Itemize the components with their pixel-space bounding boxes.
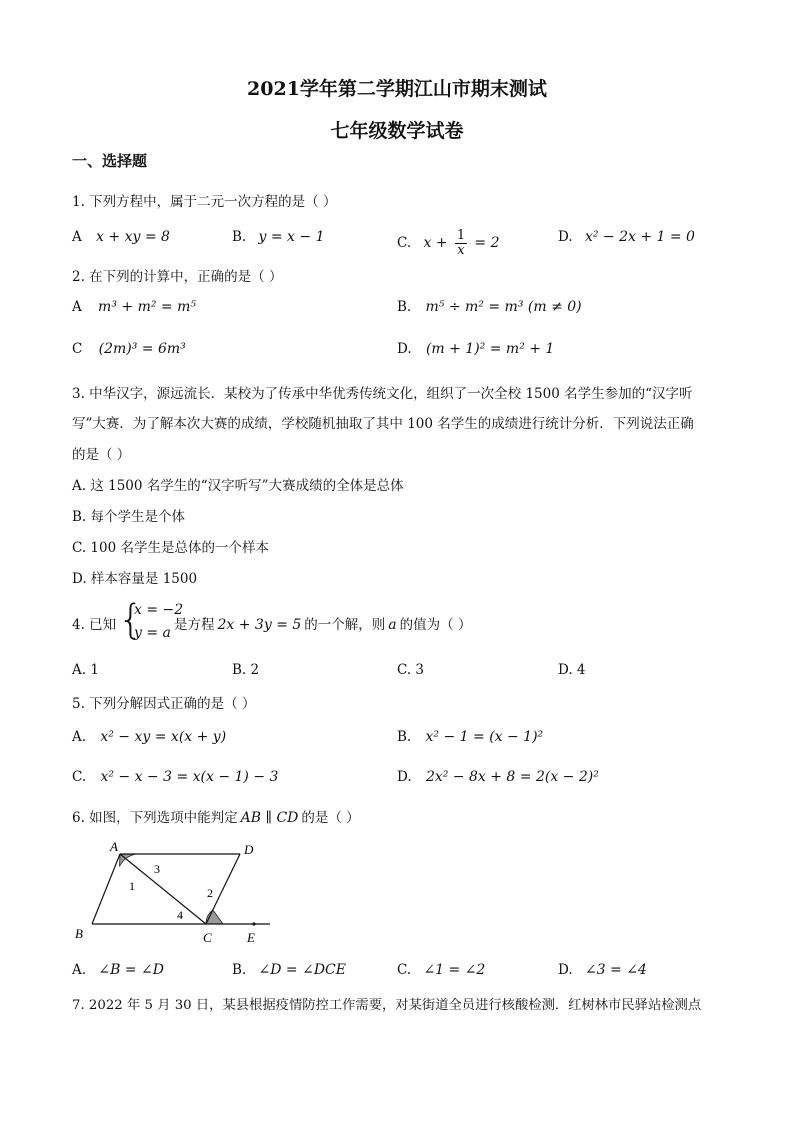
- option-d: [558, 962, 647, 978]
- option-b: B. 每个学生是个体: [72, 509, 186, 525]
- option-b: [397, 299, 582, 315]
- option-label: C: [72, 341, 83, 357]
- option-label: A.: [72, 962, 87, 978]
- option-expression: x + xy = 8: [96, 229, 170, 245]
- option-expression: y = x − 1: [258, 229, 325, 245]
- option-label: B.: [397, 299, 412, 315]
- question-stem: 1. 下列方程中，属于二元一次方程的是（ ）: [72, 194, 337, 210]
- option-expression: (m + 1)² = m² + 1: [425, 341, 555, 357]
- option-label: C.: [397, 962, 412, 978]
- point-E-dot: [252, 922, 255, 925]
- relation: AB ∥ CD: [240, 810, 299, 826]
- fraction-numerator: 1: [456, 228, 466, 243]
- label-angle-2: 2: [207, 886, 213, 900]
- option-expression-pre: x +: [423, 235, 448, 251]
- option-expression: m⁵ ÷ m² = m³ (m ≠ 0): [425, 299, 582, 315]
- system-equation-2: y = a: [134, 625, 171, 641]
- label-B: B: [75, 926, 83, 941]
- variable: a: [388, 617, 397, 633]
- option-label: B.: [232, 229, 247, 245]
- page-subtitle: 七年级数学试卷: [330, 120, 464, 142]
- option-expression: x² − x − 3 = x(x − 1) − 3: [100, 769, 279, 785]
- section-heading: 一、选择题: [72, 152, 148, 170]
- question-stem-pre: 4. 已知: [72, 617, 117, 633]
- text-segment: 是方程: [174, 617, 215, 633]
- option-expression: (2m)³ = 6m³: [98, 341, 186, 357]
- option-a: [72, 299, 196, 315]
- option-label: D.: [397, 341, 412, 357]
- option-c: [397, 962, 485, 978]
- segment-AB: [92, 854, 120, 924]
- option-c: [397, 229, 499, 258]
- option-label: A.: [72, 729, 87, 745]
- option-label: C.: [397, 235, 412, 251]
- fraction-denominator: x: [457, 243, 465, 258]
- question-7-line: 7. 2022 年 5 月 30 日，某县根据疫情防控工作需要，对某街道全员进行核酸检测．红树林市民驿站检测点: [72, 998, 702, 1013]
- question-line: 写”大赛．为了解本次大赛的成绩，学校随机抽取了其中 100 名学生的成绩进行统计分析．下列说法正确: [72, 416, 694, 432]
- option-a: [72, 962, 164, 978]
- label-E: E: [247, 930, 255, 945]
- option-a: A. 这 1500 名学生的“汉字听写”大赛成绩的全体是总体: [72, 478, 404, 494]
- label-angle-3: 3: [154, 862, 160, 876]
- option-expression: ∠D = ∠DCE: [258, 962, 346, 978]
- option-expression: 2x² − 8x + 8 = 2(x − 2)²: [425, 769, 599, 785]
- option-expression: ∠3 = ∠4: [584, 962, 647, 978]
- option-c: [72, 341, 186, 357]
- text-segment: 6. 如图，下列选项中能判定: [72, 810, 238, 826]
- system-equation-1: x = −2: [134, 602, 184, 618]
- option-label: D.: [397, 769, 412, 785]
- option-label: B.: [232, 962, 247, 978]
- equation: 2x + 3y = 5: [217, 617, 302, 633]
- text-segment: 的一个解，则: [304, 617, 386, 633]
- label-angle-1: 1: [129, 879, 135, 893]
- option-a: [72, 729, 226, 745]
- question-stem-rest: [174, 613, 471, 633]
- label-D: D: [244, 842, 254, 857]
- option-c: C. 3: [397, 662, 425, 678]
- option-expression: ∠1 = ∠2: [423, 962, 486, 978]
- option-label: C.: [72, 769, 87, 785]
- option-a: A. 1: [72, 662, 99, 678]
- question-stem: [72, 806, 360, 826]
- text-segment: 的值为（ ）: [399, 617, 472, 633]
- option-label: D.: [558, 962, 573, 978]
- option-b: B. 2: [232, 662, 260, 678]
- option-d: [397, 341, 554, 357]
- option-b: [397, 729, 543, 745]
- option-b: [232, 229, 325, 245]
- page-title: 2021学年第二学期江山市期末测试: [247, 78, 547, 100]
- option-d: [397, 769, 599, 785]
- angle-arc-2: [206, 910, 223, 924]
- option-expression: x² − 2x + 1 = 0: [584, 229, 695, 245]
- left-brace-icon: {: [118, 597, 144, 643]
- option-expression: x² − 1 = (x − 1)²: [425, 729, 544, 745]
- option-label: A: [72, 229, 82, 245]
- label-C: C: [203, 930, 212, 945]
- option-d: D. 4: [558, 662, 586, 678]
- option-c: [72, 769, 278, 785]
- label-A: A: [110, 839, 118, 854]
- option-expression: ∠B = ∠D: [98, 962, 164, 978]
- text-segment: 的是（ ）: [301, 810, 360, 826]
- question-stem: 5. 下列分解因式正确的是（ ）: [72, 696, 256, 712]
- option-d: [558, 229, 695, 245]
- option-b: [232, 962, 346, 978]
- fraction: [455, 229, 467, 258]
- parallelogram-figure: [66, 832, 286, 948]
- question-line: 的是（ ）: [72, 447, 131, 463]
- question-line: 3. 中华汉字，源远流长．某校为了传承中华优秀传统文化，组织了一次全校 1500 名学生参加的“汉字听: [72, 386, 693, 402]
- option-expression-post: = 2: [474, 235, 500, 251]
- option-d: D. 样本容量是 1500: [72, 571, 198, 587]
- option-label: A: [72, 299, 82, 315]
- question-stem: 2. 在下列的计算中，正确的是（ ）: [72, 269, 283, 285]
- option-label: D.: [558, 229, 573, 245]
- label-angle-4: 4: [177, 908, 183, 922]
- option-c: C. 100 名学生是总体的一个样本: [72, 540, 269, 556]
- option-expression: x² − xy = x(x + y): [100, 729, 227, 745]
- option-label: B.: [397, 729, 412, 745]
- option-expression: m³ + m² = m⁵: [98, 299, 196, 315]
- option-a: [72, 229, 170, 245]
